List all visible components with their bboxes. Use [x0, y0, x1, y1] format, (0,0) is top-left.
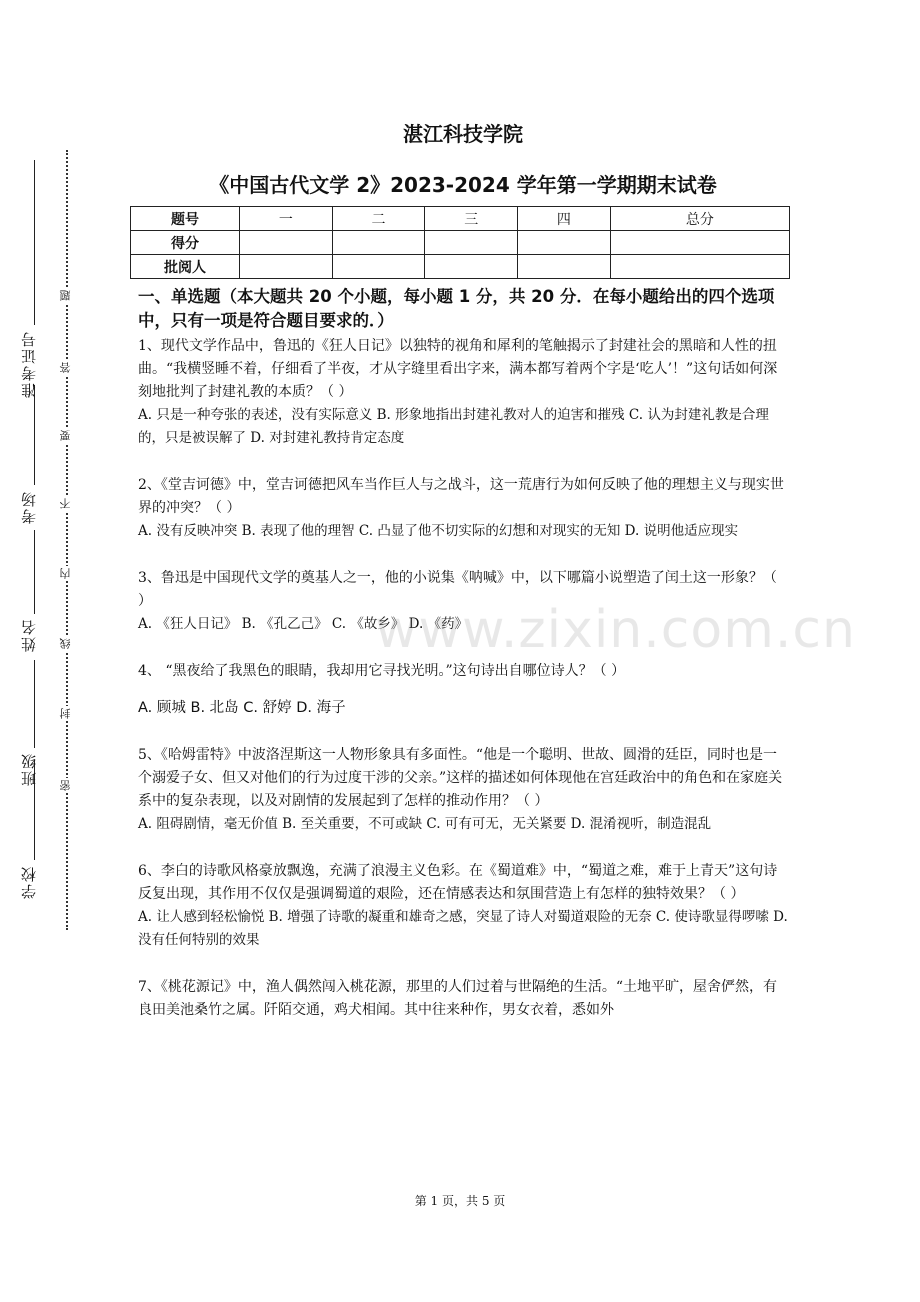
field-room-label: 考场 [20, 490, 38, 524]
exam-title: 《中国古代文学 2》2023-2024 学年第一学期期末试卷 [209, 173, 717, 197]
score-table [130, 206, 790, 279]
seal-dotted-line [66, 150, 68, 930]
seal-char-da: 答 [59, 362, 72, 373]
seal-char-yao: 要 [59, 430, 72, 441]
seal-char-nei: 内 [59, 568, 72, 579]
seal-char-ti: 题 [59, 290, 72, 301]
score-col-total: 总分 [610, 207, 789, 231]
question-7 [138, 976, 788, 1022]
question-stem: 6、李白的诗歌风格豪放飘逸，充满了浪漫主义色彩。在《蜀道难》中，“蜀道之难，难于上青天”这句诗反复出现，其作用不仅仅是强调蜀道的艰险，还在情感表达和氛围营造上有怎样的独特效果？（ ） [138, 863, 778, 902]
question-options: A. 只是一种夸张的表述，没有实际意义 B. 形象地指出封建礼教对人的迫害和摧残 C. 认为封建礼教是合理的，只是被误解了 D. 对封建礼教持肯定态度 [138, 407, 769, 446]
section-heading: 一、单选题（本大题共 20 个小题，每小题 1 分，共 20 分．在每小题给出的四个选项中，只有一项是符合题目要求的．） [138, 287, 775, 330]
binding-margin [0, 140, 80, 940]
field-class-line [34, 660, 35, 748]
field-id-line [34, 160, 35, 325]
question-stem: 1、现代文学作品中，鲁迅的《狂人日记》以独特的视角和犀利的笔触揭示了封建社会的黑暗和人性的扭曲。“我横竖睡不着，仔细看了半夜，才从字缝里看出字来，满本都写着两个字是‘吃人’！”这句话如何深刻地批判了封建礼教的本质？（ ） [138, 338, 778, 400]
score-col-1: 一 [240, 207, 333, 231]
grader-cell [425, 255, 518, 279]
field-name-line [34, 530, 35, 614]
score-cell [240, 231, 333, 255]
question-stem: 3、鲁迅是中国现代文学的奠基人之一，他的小说集《呐喊》中，以下哪篇小说塑造了闰土这一形象？（ ） [138, 570, 777, 609]
question-stem: 7、《桃花源记》中，渔人偶然闯入桃花源，那里的人们过着与世隔绝的生活。“土地平旷，屋舍俨然，有良田美池桑竹之属。阡陌交通，鸡犬相闻。其中往来种作，男女衣着，悉如外 [138, 979, 778, 1018]
score-cell [610, 231, 789, 255]
question-6 [138, 860, 788, 952]
question-4 [138, 660, 788, 720]
page-footer: 第 1 页，共 5 页 [414, 1194, 506, 1208]
field-class-label: 班级 [20, 752, 38, 786]
grader-row-label: 批阅人 [131, 255, 240, 279]
seal-char-bu: 不 [59, 498, 72, 509]
question-options: A. 让人感到轻松愉悦 B. 增强了诗歌的凝重和雄奇之感，突显了诗人对蜀道艰险的无奈 C. 使诗歌显得啰嗦 D. 没有任何特别的效果 [138, 909, 788, 948]
exam-content [138, 118, 788, 1022]
grader-cell [240, 255, 333, 279]
field-name-label: 姓名 [20, 618, 38, 652]
score-row-label: 得分 [131, 231, 240, 255]
question-options: A. 没有反映冲突 B. 表现了他的理智 C. 凸显了他不切实际的幻想和对现实的无知 D. 说明他适应现实 [138, 523, 739, 539]
score-col-label: 题号 [131, 207, 240, 231]
question-5 [138, 744, 788, 836]
seal-char-mi: 密 [59, 780, 72, 791]
score-table-score-row [131, 231, 790, 255]
question-2 [138, 474, 788, 543]
question-stem: 2、《堂吉诃德》中，堂吉诃德把风车当作巨人与之战斗，这一荒唐行为如何反映了他的理想主义与现实世界的冲突？（ ） [138, 477, 784, 516]
score-cell [518, 231, 611, 255]
question-options: A. 顾城 B. 北岛 C. 舒婷 D. 海子 [138, 700, 346, 716]
score-cell [425, 231, 518, 255]
question-stem: 5、《哈姆雷特》中波洛涅斯这一人物形象具有多面性。“他是一个聪明、世故、圆滑的廷臣，同时也是一个溺爱子女、但又对他们的行为过度干涉的父亲。”这样的描述如何体现他在宫廷政治中的角色和在家庭关系中的复杂表现，以及对剧情的发展起到了怎样的推动作用？（ ） [138, 747, 783, 809]
score-cell [332, 231, 425, 255]
field-room-line [34, 385, 35, 485]
school-name: 湛江科技学院 [403, 122, 523, 146]
score-table-grader-row [131, 255, 790, 279]
grader-cell [518, 255, 611, 279]
question-options: A. 《狂人日记》 B. 《孔乙己》 C. 《故乡》 D. 《药》 [138, 616, 469, 632]
grader-cell [610, 255, 789, 279]
seal-char-xian: 线 [59, 638, 72, 649]
seal-char-feng: 封 [59, 708, 72, 719]
score-col-4: 四 [518, 207, 611, 231]
score-table-header-row [131, 207, 790, 231]
grader-cell [332, 255, 425, 279]
field-school-label: 学校 [20, 865, 38, 899]
score-col-3: 三 [425, 207, 518, 231]
field-id-label: 准考证号 [20, 330, 38, 398]
question-3 [138, 567, 788, 636]
question-stem: 4、 “黑夜给了我黑色的眼睛，我却用它寻找光明。”这句诗出自哪位诗人？（ ） [138, 663, 626, 679]
question-1 [138, 335, 788, 450]
watermark: www.zixin.com.cn [375, 600, 856, 660]
score-col-2: 二 [332, 207, 425, 231]
question-options: A. 阻碍剧情，毫无价值 B. 至关重要，不可或缺 C. 可有可无，无关紧要 D. 混淆视听，制造混乱 [138, 816, 712, 832]
